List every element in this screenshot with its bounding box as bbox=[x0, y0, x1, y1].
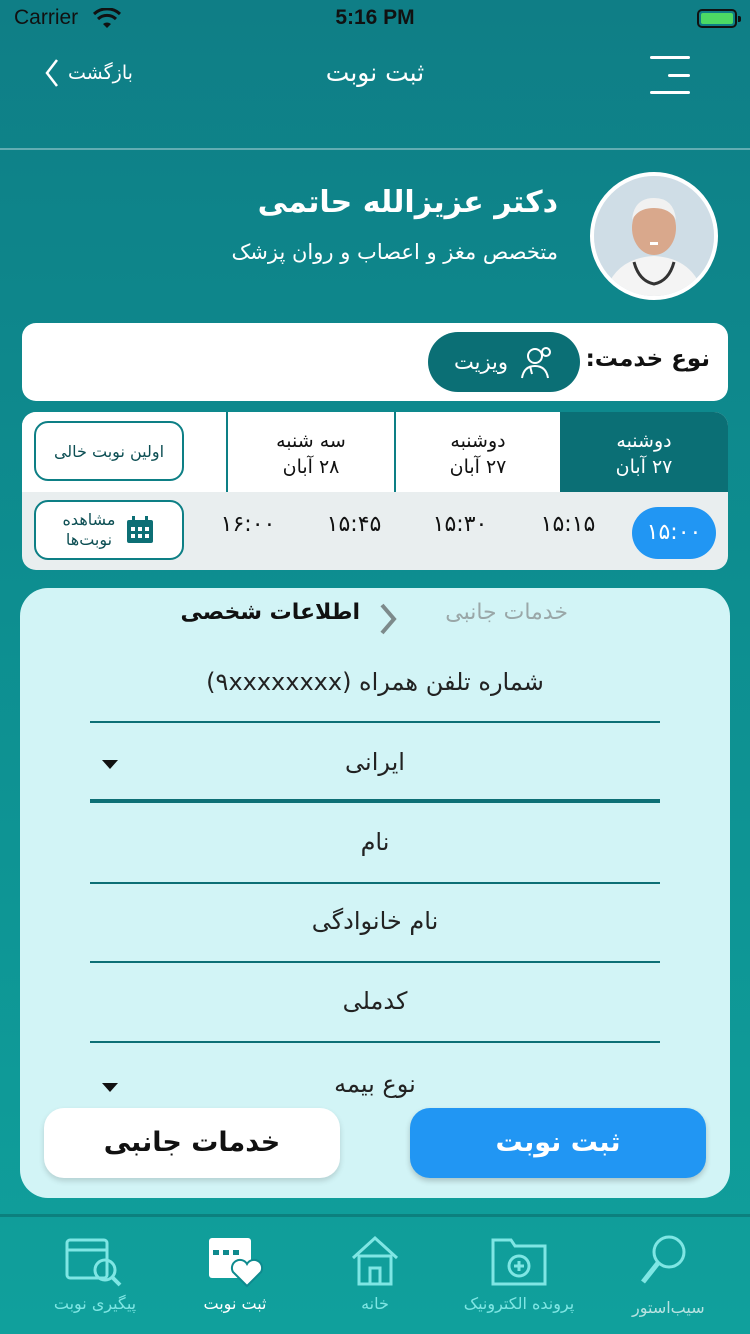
calendar-icon bbox=[125, 515, 155, 545]
back-label: بازگشت bbox=[68, 62, 133, 84]
calendar-heart-icon bbox=[203, 1232, 267, 1288]
phone-input[interactable]: شماره تلفن همراه (۹xxxxxxxx) bbox=[206, 668, 544, 696]
tabbar-divider bbox=[0, 1214, 750, 1217]
field-underline bbox=[90, 721, 660, 723]
field-underline bbox=[90, 799, 660, 803]
tab-home[interactable] bbox=[300, 1232, 450, 1313]
tab-label: پیگیری نوبت bbox=[53, 1294, 137, 1313]
first-empty-slot-button[interactable]: اولین نوبت خالی bbox=[34, 421, 184, 481]
tab-label: پرونده الکترونیک bbox=[463, 1294, 575, 1313]
calendar-search-icon bbox=[63, 1232, 127, 1288]
chevron-right-icon bbox=[376, 602, 400, 636]
insurance-select[interactable]: نوع بیمه bbox=[334, 1070, 416, 1098]
watermark-logo: سیب‌استور bbox=[632, 1298, 705, 1317]
day-tab-3[interactable] bbox=[226, 412, 394, 492]
view-appointments-line1: مشاهده bbox=[62, 510, 116, 529]
battery-icon bbox=[697, 9, 737, 28]
time-slot[interactable]: ۱۶:۰۰ bbox=[220, 512, 276, 537]
tab-label: خانه bbox=[361, 1294, 389, 1313]
day-tab-2[interactable] bbox=[394, 412, 560, 492]
day-date: ۲۸ آبان bbox=[282, 456, 340, 478]
time-slot-selected[interactable]: ۱۵:۰۰ bbox=[632, 507, 716, 559]
home-icon bbox=[343, 1232, 407, 1288]
doctor-avatar bbox=[590, 172, 718, 300]
carrier-label: Carrier bbox=[14, 6, 79, 29]
tab-book-appointment[interactable] bbox=[160, 1232, 310, 1313]
nationality-select[interactable]: ایرانی bbox=[345, 748, 405, 776]
status-time: 5:16 PM bbox=[335, 6, 415, 29]
day-date: ۲۷ آبان bbox=[615, 456, 673, 478]
caret-down-icon[interactable] bbox=[102, 760, 118, 769]
tab-search[interactable] bbox=[588, 1232, 738, 1294]
tab-track-appointment[interactable] bbox=[20, 1232, 170, 1313]
step-current: اطلاعات شخصی bbox=[180, 600, 360, 625]
field-underline bbox=[90, 1041, 660, 1043]
view-appointments-button[interactable] bbox=[34, 500, 184, 560]
menu-icon[interactable] bbox=[650, 56, 690, 94]
doctor-specialty: متخصص مغز و اعصاب و روان پزشک bbox=[231, 240, 558, 264]
doctor-visit-icon bbox=[518, 344, 554, 380]
day-date: ۲۷ آبان bbox=[449, 456, 507, 478]
medical-folder-icon bbox=[487, 1232, 551, 1288]
page-title: ثبت نوبت bbox=[325, 58, 425, 87]
side-services-button[interactable]: خدمات جانبی bbox=[44, 1108, 340, 1178]
field-underline bbox=[90, 961, 660, 963]
time-slot[interactable]: ۱۵:۱۵ bbox=[540, 512, 596, 537]
visit-chip-label: ویزیت bbox=[453, 350, 509, 374]
visit-chip[interactable] bbox=[428, 332, 580, 392]
day-tab-1[interactable] bbox=[560, 412, 728, 492]
tab-label: ثبت نوبت bbox=[203, 1294, 267, 1313]
status-bar bbox=[0, 0, 750, 38]
day-weekday: دوشنبه bbox=[616, 430, 672, 452]
first-name-input[interactable]: نام bbox=[360, 828, 390, 856]
caret-down-icon[interactable] bbox=[102, 1083, 118, 1092]
service-type-label: نوع خدمت: bbox=[585, 346, 710, 372]
view-appointments-line2: نوبت‌ها bbox=[65, 530, 113, 549]
header-divider bbox=[0, 148, 750, 150]
last-name-input[interactable]: نام خانوادگی bbox=[311, 907, 439, 935]
time-slot[interactable]: ۱۵:۴۵ bbox=[326, 512, 382, 537]
field-underline bbox=[90, 882, 660, 884]
national-code-input[interactable]: کدملی bbox=[342, 987, 408, 1015]
submit-appointment-button[interactable]: ثبت نوبت bbox=[410, 1108, 706, 1178]
doctor-name: دکتر عزیزالله حاتمی bbox=[257, 185, 558, 220]
day-weekday: دوشنبه bbox=[450, 430, 506, 452]
search-icon bbox=[631, 1232, 695, 1288]
day-weekday: سه شنبه bbox=[276, 430, 346, 452]
time-slot[interactable]: ۱۵:۳۰ bbox=[432, 512, 488, 537]
tab-electronic-record[interactable] bbox=[444, 1232, 594, 1313]
step-next[interactable]: خدمات جانبی bbox=[445, 600, 568, 625]
